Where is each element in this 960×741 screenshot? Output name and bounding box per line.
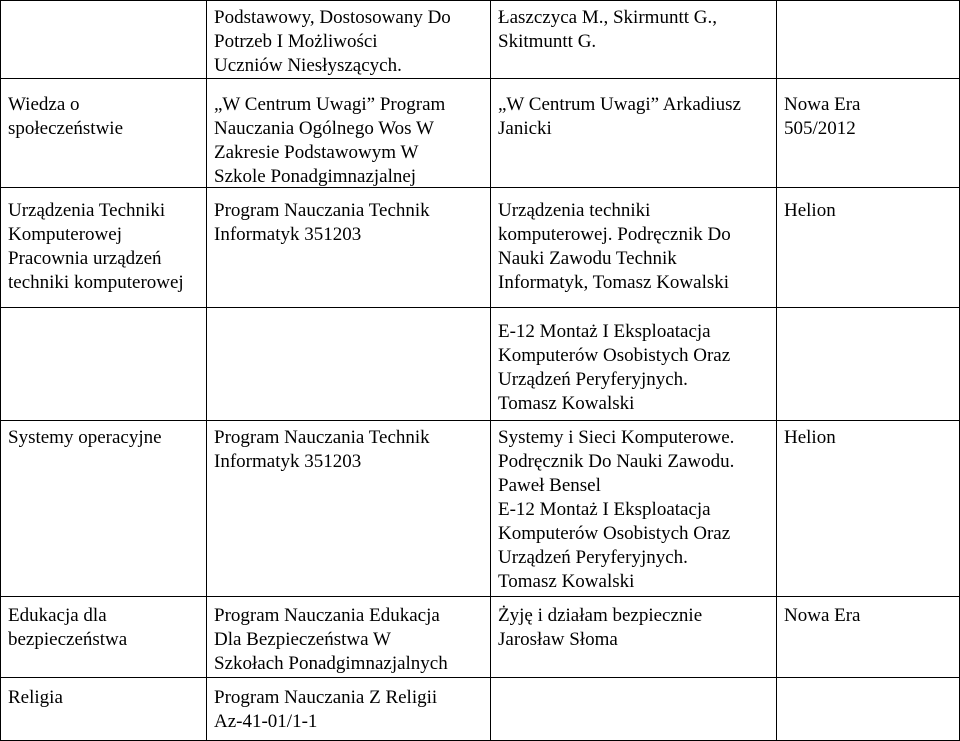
- subject-cell: [8, 604, 200, 652]
- publisher-cell: [784, 93, 954, 141]
- textbook-line: Janicki: [498, 118, 552, 139]
- program-line: Program Nauczania Technik: [214, 427, 430, 448]
- subject-line: społeczeństwie: [8, 118, 124, 139]
- program-line: Nauczania Ogólnego Wos W: [214, 118, 434, 139]
- subject-cell: [8, 199, 200, 295]
- table-border-top: [0, 0, 960, 1]
- subject-line: Edukacja dla: [8, 605, 107, 626]
- program-cell: [214, 604, 484, 676]
- program-line: Podstawowy, Dostosowany Do: [214, 7, 451, 28]
- textbook-line: Podręcznik Do Nauki Zawodu.: [498, 451, 735, 472]
- program-line: Program Nauczania Technik: [214, 200, 430, 221]
- program-line: „W Centrum Uwagi” Program: [214, 94, 446, 115]
- textbook-cell: [498, 199, 768, 295]
- row-divider: [0, 78, 960, 79]
- subject-line: bezpieczeństwa: [8, 629, 128, 650]
- textbook-line: Komputerów Osobistych Oraz: [498, 523, 731, 544]
- program-line: Program Nauczania Z Religii: [214, 687, 438, 708]
- subject-line: Religia: [8, 687, 63, 708]
- publisher-line: Nowa Era: [784, 605, 861, 626]
- textbook-line: Jarosław Słoma: [498, 629, 618, 650]
- publisher-cell: [784, 199, 954, 223]
- program-line: Zakresie Podstawowym W: [214, 142, 419, 163]
- textbook-cell: [498, 320, 768, 416]
- program-cell: [214, 199, 484, 247]
- publisher-line: 505/2012: [784, 118, 856, 139]
- program-line: Program Nauczania Edukacja: [214, 605, 440, 626]
- textbook-line: komputerowej. Podręcznik Do: [498, 224, 731, 245]
- column-divider: [776, 0, 777, 741]
- program-line: Potrzeb I Możliwości: [214, 31, 378, 52]
- subject-line: Urządzenia Techniki: [8, 200, 166, 221]
- program-line: Informatyk 351203: [214, 224, 362, 245]
- textbook-line: Systemy i Sieci Komputerowe.: [498, 427, 735, 448]
- textbook-line: Tomasz Kowalski: [498, 571, 635, 592]
- textbook-line: Paweł Bensel: [498, 475, 601, 496]
- textbook-line: Nauki Zawodu Technik: [498, 248, 677, 269]
- program-cell: [214, 6, 484, 78]
- program-cell: [214, 686, 484, 734]
- textbook-line: Tomasz Kowalski: [498, 393, 635, 414]
- program-line: Szkole Ponadgimnazjalnej: [214, 166, 417, 187]
- textbook-cell: [498, 6, 768, 54]
- textbook-cell: [498, 93, 768, 141]
- program-line: Uczniów Niesłyszących.: [214, 55, 402, 76]
- column-divider: [490, 0, 491, 741]
- program-line: Szkołach Ponadgimnazjalnych: [214, 653, 448, 674]
- row-divider: [0, 677, 960, 678]
- column-divider: [206, 0, 207, 741]
- subject-line: Komputerowej: [8, 224, 122, 245]
- program-line: Dla Bezpieczeństwa W: [214, 629, 391, 650]
- row-divider: [0, 420, 960, 421]
- publisher-cell: [784, 426, 954, 450]
- publisher-line: Helion: [784, 200, 836, 221]
- textbook-cell: [498, 604, 768, 652]
- publisher-cell: [784, 604, 954, 628]
- textbook-line: Łaszczyca M., Skirmuntt G.,: [498, 7, 717, 28]
- subject-line: Systemy operacyjne: [8, 427, 162, 448]
- subject-line: Pracownia urządzeń: [8, 248, 162, 269]
- textbook-line: Żyję i działam bezpiecznie: [498, 605, 703, 626]
- textbook-line: Urządzenia techniki: [498, 200, 651, 221]
- textbook-line: „W Centrum Uwagi” Arkadiusz: [498, 94, 741, 115]
- program-cell: [214, 426, 484, 474]
- subject-cell: [8, 426, 200, 450]
- textbook-cell: [498, 426, 768, 594]
- subject-line: techniki komputerowej: [8, 272, 184, 293]
- row-divider: [0, 307, 960, 308]
- program-line: Az-41-01/1-1: [214, 711, 318, 732]
- textbook-line: E-12 Montaż I Eksploatacja: [498, 321, 711, 342]
- textbook-line: Komputerów Osobistych Oraz: [498, 345, 731, 366]
- program-cell: [214, 93, 484, 189]
- textbook-line: Urządzeń Peryferyjnych.: [498, 369, 688, 390]
- subject-cell: [8, 686, 200, 710]
- row-divider: [0, 596, 960, 597]
- program-line: Informatyk 351203: [214, 451, 362, 472]
- subject-line: Wiedza o: [8, 94, 80, 115]
- table-border-left: [0, 0, 1, 741]
- textbook-line: Informatyk, Tomasz Kowalski: [498, 272, 730, 293]
- publisher-line: Nowa Era: [784, 94, 861, 115]
- publisher-line: Helion: [784, 427, 836, 448]
- textbook-line: E-12 Montaż I Eksploatacja: [498, 499, 711, 520]
- textbook-line: Urządzeń Peryferyjnych.: [498, 547, 688, 568]
- subject-cell: [8, 93, 200, 141]
- textbook-line: Skitmuntt G.: [498, 31, 597, 52]
